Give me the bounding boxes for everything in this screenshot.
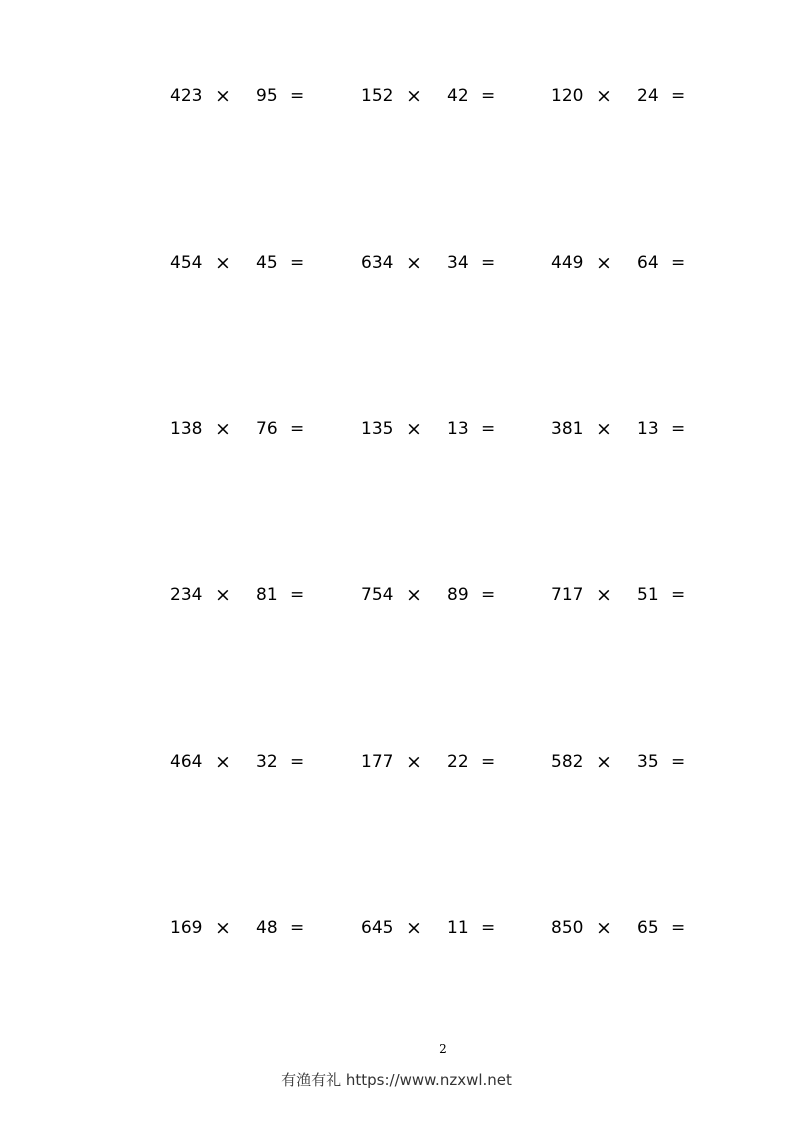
multiplication-problem — [551, 583, 701, 607]
multiplicand: 169 — [170, 918, 203, 938]
multiplicand: 582 — [551, 752, 584, 772]
multiplication-problem — [551, 417, 701, 441]
equals-sign: = — [481, 253, 496, 273]
multiplier: 65 — [637, 918, 659, 938]
multiplication-problem — [361, 750, 511, 774]
footer-watermark: 有渔有礼 https://www.nzxwl.net — [281, 1071, 512, 1089]
multiplicand: 120 — [551, 86, 584, 106]
times-sign: × — [215, 252, 231, 274]
multiplication-problem — [170, 251, 320, 275]
times-sign: × — [596, 584, 612, 606]
times-sign: × — [215, 418, 231, 440]
equals-sign: = — [481, 918, 496, 938]
multiplication-problem — [551, 251, 701, 275]
multiplicand: 645 — [361, 918, 394, 938]
multiplication-problem — [361, 916, 511, 940]
multiplier: 81 — [256, 585, 278, 605]
multiplicand: 381 — [551, 419, 584, 439]
equals-sign: = — [290, 752, 305, 772]
multiplier: 42 — [447, 86, 469, 106]
equals-sign: = — [671, 752, 686, 772]
equals-sign: = — [481, 752, 496, 772]
multiplier: 76 — [256, 419, 278, 439]
equals-sign: = — [290, 253, 305, 273]
multiplicand: 138 — [170, 419, 203, 439]
multiplier: 45 — [256, 253, 278, 273]
multiplier: 13 — [637, 419, 659, 439]
equals-sign: = — [290, 419, 305, 439]
multiplication-problem — [551, 916, 701, 940]
times-sign: × — [215, 751, 231, 773]
multiplier: 64 — [637, 253, 659, 273]
multiplicand: 634 — [361, 253, 394, 273]
times-sign: × — [596, 418, 612, 440]
times-sign: × — [406, 418, 422, 440]
equals-sign: = — [671, 253, 686, 273]
equals-sign: = — [290, 585, 305, 605]
equals-sign: = — [481, 419, 496, 439]
equals-sign: = — [671, 86, 686, 106]
multiplication-problem — [361, 84, 511, 108]
times-sign: × — [596, 252, 612, 274]
multiplication-problem — [551, 750, 701, 774]
multiplicand: 423 — [170, 86, 203, 106]
equals-sign: = — [671, 585, 686, 605]
multiplicand: 754 — [361, 585, 394, 605]
multiplier: 34 — [447, 253, 469, 273]
equals-sign: = — [671, 918, 686, 938]
times-sign: × — [215, 584, 231, 606]
multiplicand: 152 — [361, 86, 394, 106]
multiplier: 32 — [256, 752, 278, 772]
multiplicand: 454 — [170, 253, 203, 273]
multiplication-problem — [170, 417, 320, 441]
times-sign: × — [596, 917, 612, 939]
times-sign: × — [596, 85, 612, 107]
multiplier: 13 — [447, 419, 469, 439]
times-sign: × — [406, 751, 422, 773]
multiplication-problem — [361, 583, 511, 607]
multiplicand: 850 — [551, 918, 584, 938]
multiplicand: 464 — [170, 752, 203, 772]
multiplicand: 177 — [361, 752, 394, 772]
times-sign: × — [406, 252, 422, 274]
equals-sign: = — [290, 86, 305, 106]
multiplier: 24 — [637, 86, 659, 106]
times-sign: × — [596, 751, 612, 773]
equals-sign: = — [481, 585, 496, 605]
times-sign: × — [406, 584, 422, 606]
multiplier: 11 — [447, 918, 469, 938]
multiplication-problem — [170, 583, 320, 607]
multiplicand: 135 — [361, 419, 394, 439]
times-sign: × — [406, 917, 422, 939]
multiplicand: 234 — [170, 585, 203, 605]
times-sign: × — [215, 85, 231, 107]
multiplication-problem — [361, 417, 511, 441]
equals-sign: = — [290, 918, 305, 938]
equals-sign: = — [481, 86, 496, 106]
multiplication-problem — [170, 84, 320, 108]
multiplicand: 717 — [551, 585, 584, 605]
page-number: 2 — [439, 1042, 447, 1056]
multiplier: 22 — [447, 752, 469, 772]
multiplication-problem — [551, 84, 701, 108]
times-sign: × — [215, 917, 231, 939]
multiplication-problem — [361, 251, 511, 275]
equals-sign: = — [671, 419, 686, 439]
multiplier: 48 — [256, 918, 278, 938]
multiplier: 89 — [447, 585, 469, 605]
multiplicand: 449 — [551, 253, 584, 273]
times-sign: × — [406, 85, 422, 107]
multiplier: 95 — [256, 86, 278, 106]
multiplication-problem — [170, 750, 320, 774]
multiplier: 35 — [637, 752, 659, 772]
multiplication-problem — [170, 916, 320, 940]
multiplier: 51 — [637, 585, 659, 605]
